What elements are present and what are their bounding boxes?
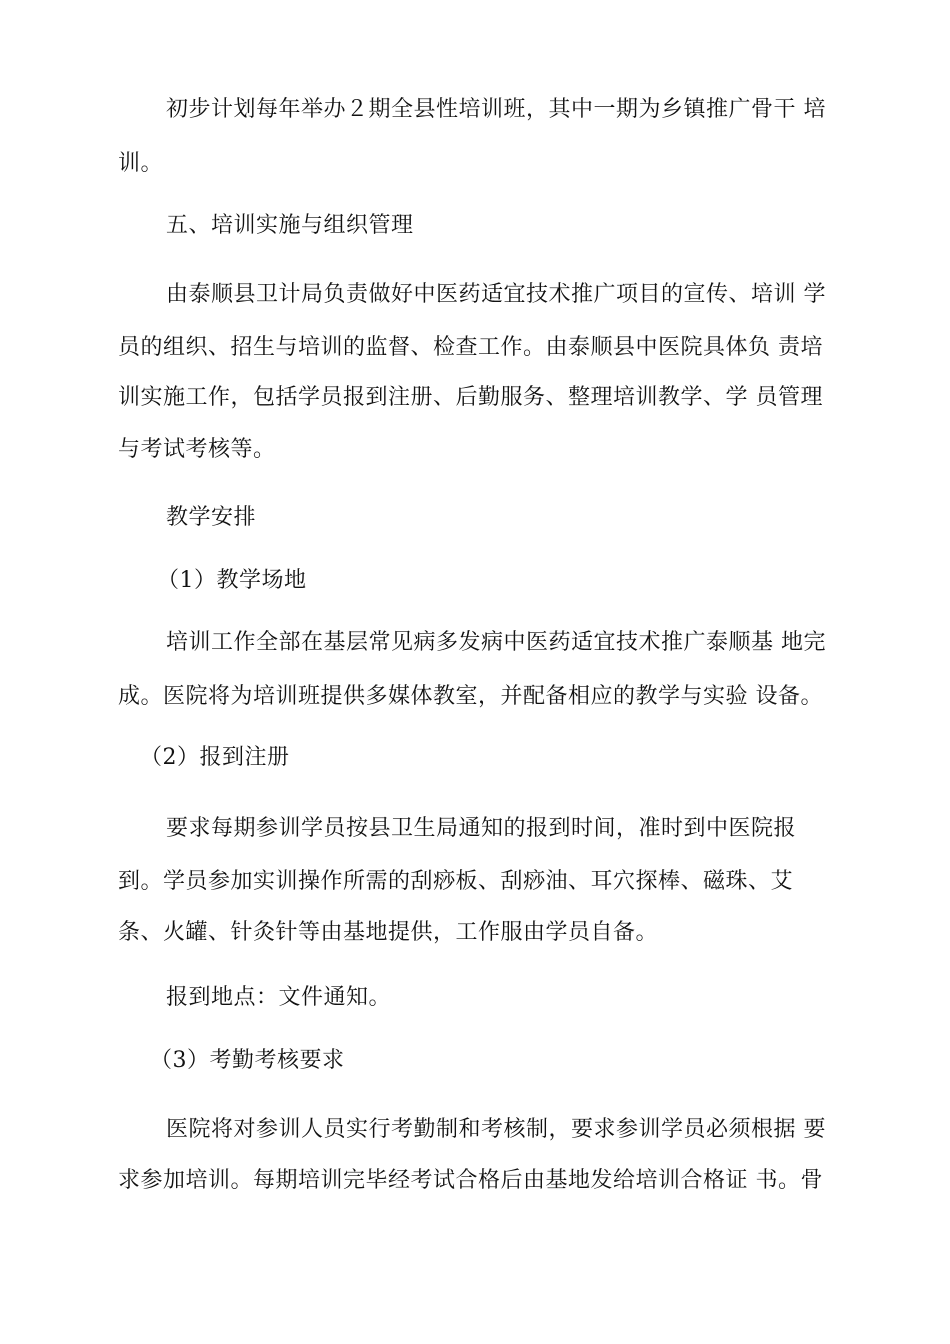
paragraph-line: 训。 bbox=[118, 151, 164, 176]
paragraph-line: 训实施工作，包括学员报到注册、后勤服务、整理培训教学、学 员管理 bbox=[118, 385, 823, 410]
subsection-heading: （3）考勤考核要求 bbox=[150, 1048, 345, 1073]
paragraph-line: 条、火罐、针灸针等由基地提供，工作服由学员自备。 bbox=[118, 920, 659, 945]
paragraph-line: 由泰顺县卫计局负责做好中医药适宜技术推广项目的宣传、培训 学 bbox=[166, 282, 826, 307]
paragraph-line: 员的组织、招生与培训的监督、检查工作。由泰顺县中医院具体负 责培 bbox=[118, 335, 823, 360]
paragraph-line: 到。学员参加实训操作所需的刮痧板、刮痧油、耳穴探棒、磁珠、艾 bbox=[118, 869, 794, 894]
paragraph-line: 培训工作全部在基层常见病多发病中医药适宜技术推广泰顺基 地完 bbox=[166, 630, 826, 655]
paragraph-line: 报到地点：文件通知。 bbox=[166, 985, 392, 1010]
paragraph-line: 与考试考核等。 bbox=[118, 437, 276, 462]
subsection-heading: 教学安排 bbox=[166, 505, 257, 530]
paragraph-line: 要求每期参训学员按县卫生局通知的报到时间，准时到中医院报 bbox=[166, 816, 797, 841]
subsection-heading: （1）教学场地 bbox=[157, 568, 307, 593]
paragraph-line: 求参加培训。每期培训完毕经考试合格后由基地发给培训合格证 书。骨 bbox=[118, 1168, 823, 1193]
paragraph-line: 成。医院将为培训班提供多媒体教室，并配备相应的教学与实验 设备。 bbox=[118, 684, 823, 709]
section-heading: 五、培训实施与组织管理 bbox=[166, 213, 414, 238]
paragraph-line: 医院将对参训人员实行考勤制和考核制，要求参训学员必须根据 要 bbox=[166, 1117, 826, 1142]
paragraph-line: 初步计划每年举办２期全县性培训班，其中一期为乡镇推广骨干 培 bbox=[166, 97, 826, 122]
subsection-heading: （2）报到注册 bbox=[140, 745, 290, 770]
